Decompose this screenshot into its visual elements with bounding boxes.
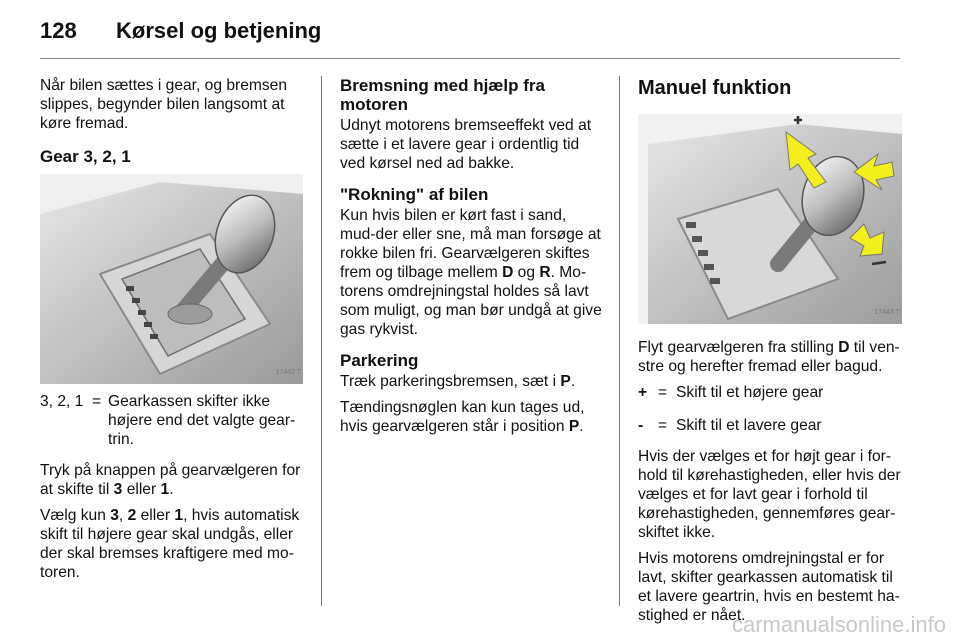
paragraph-engine-braking: Udnyt motorens bremseeffekt ved at sætte i et lavere gear i ordentlig tid ved kørsel ned ad bakke.	[340, 117, 592, 172]
shift-key: +	[638, 384, 648, 401]
paragraph-rocking: Kun hvis bilen er kørt fast i sand, mud-der eller sne, må man forsøge at rokke bilen fri. Gearvælgeren skiftes frem og tilbage mellem D og R. Mo-torens omdrejningstal holdes så lavt som muligt, og man bør undgå at give gas rykvist.	[340, 207, 602, 338]
gear-selector-illustration	[40, 174, 303, 384]
def-term: 3, 2, 1	[40, 393, 84, 410]
figure-number: 17442 T	[275, 369, 301, 376]
heading-engine-braking: Bremsning med hjælp fra motoren	[340, 76, 545, 114]
shift-equals: =	[658, 384, 668, 401]
manual-figure	[638, 114, 902, 324]
intro-paragraph: Når bilen sættes i gear, og bremsen slippes, begynder bilen langsomt at køre fremad.	[40, 77, 288, 132]
column-right	[638, 76, 902, 632]
figure-number: 17443 T	[874, 309, 900, 316]
shift-text: Skift til et lavere gear	[676, 417, 822, 434]
shift-text: Skift til et højere gear	[676, 384, 824, 401]
column-divider	[321, 76, 322, 606]
section-heading-gear: Gear 3, 2, 1	[40, 147, 131, 166]
shift-key: -	[638, 417, 644, 434]
page-header	[40, 18, 321, 44]
heading-parking: Parkering	[340, 351, 419, 370]
paragraph-parking-2: Tændingsnøglen kan kun tages ud, hvis gearvælgeren står i position P.	[340, 399, 585, 435]
paragraph-button: Tryk på knappen på gearvælgeren for at skifte til 3 eller 1.	[40, 462, 301, 498]
page-title: Kørsel og betjening	[116, 18, 322, 43]
intro-manual: Flyt gearvælgeren fra stilling D til ven-stre og herefter fremad eller bagud.	[638, 339, 900, 375]
paragraph-select: Vælg kun 3, 2 eller 1, hvis automatisk skift til højere gear skal undgås, eller der skal bremses kraftigere med mo-toren.	[40, 507, 300, 581]
column-divider	[619, 76, 620, 606]
column-left	[40, 76, 303, 589]
paragraph-parking-1: Træk parkeringsbremsen, sæt i P.	[340, 373, 576, 390]
paragraph-rpm: Hvis motorens omdrejningstal er for lavt, skifter gearkassen automatisk til et lavere geartrin, hvis en bestemt ha-stighed er nået.	[638, 550, 900, 624]
paragraph-speed: Hvis der vælges et for højt gear i for-hold til kørehastigheden, eller hvis der vælges et for lavt gear i forhold til kørehastigheden, gennemføres gear-skiftet ikke.	[638, 448, 901, 541]
definition-list	[40, 392, 303, 449]
header-rule	[40, 58, 900, 59]
watermark: carmanualsonline.info	[731, 612, 946, 637]
def-text: Gearkassen skifter ikke højere end det valgte gear-trin.	[108, 393, 296, 448]
def-equals: =	[92, 393, 102, 410]
shift-equals: =	[658, 417, 668, 434]
gear-selector-illustration	[638, 114, 902, 324]
page-number: 128	[40, 18, 77, 43]
heading-rocking: "Rokning" af bilen	[340, 185, 489, 204]
gear-figure	[40, 174, 303, 384]
shift-list	[638, 383, 902, 435]
column-middle	[340, 76, 603, 443]
section-heading-manual: Manuel funktion	[638, 77, 792, 99]
